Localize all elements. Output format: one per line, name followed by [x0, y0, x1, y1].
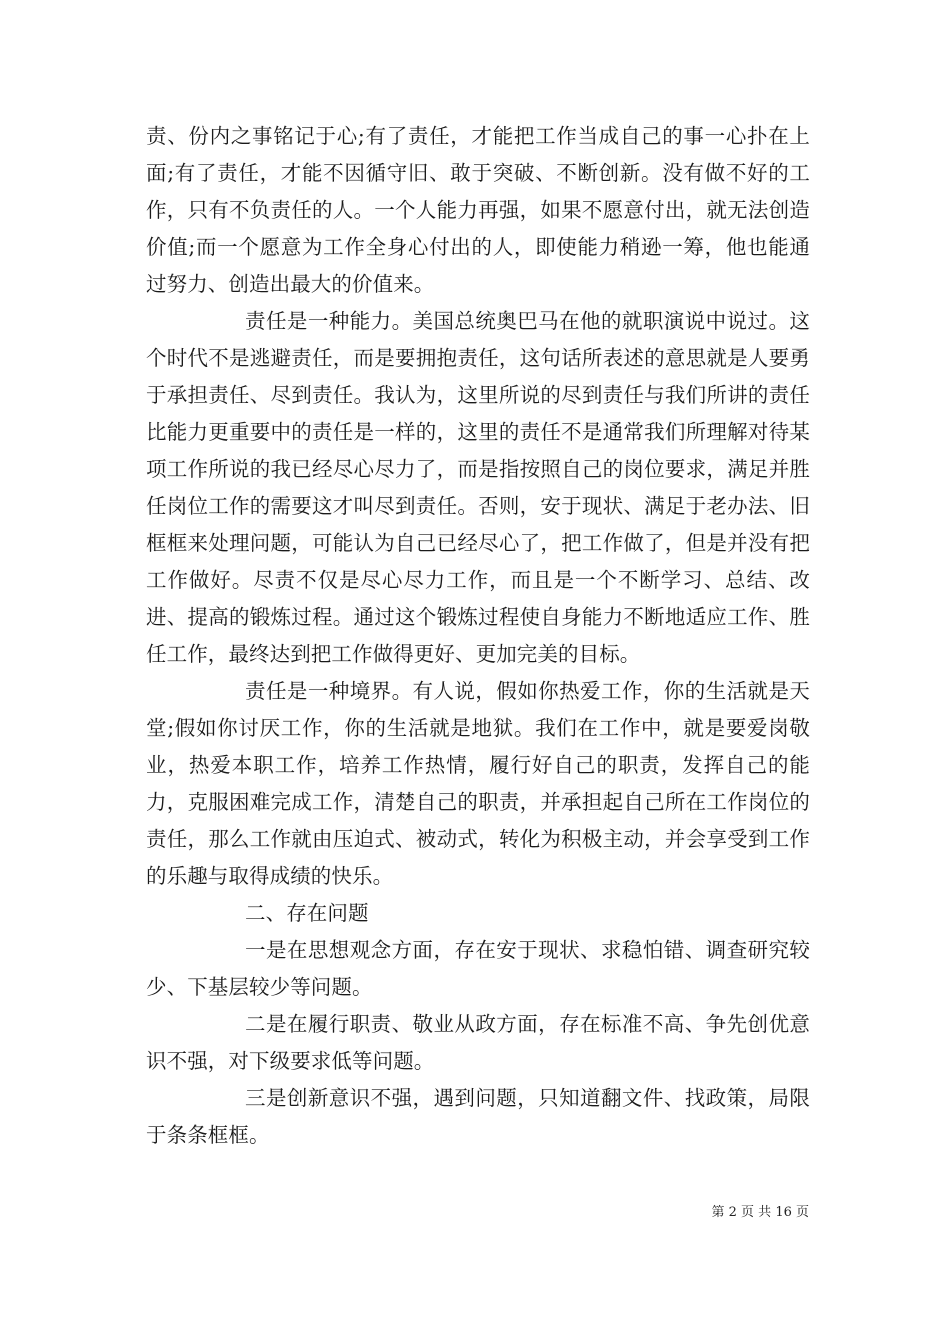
document-body	[146, 118, 810, 1154]
body-paragraph-responsibility-realm: 责任是一种境界。有人说，假如你热爱工作，你的生活就是天堂;假如你讨厌工作，你的生活就是地狱。我们在工作中，就是要爱岗敬业，热爱本职工作，培养工作热情，履行好自己的职责，发挥自己的能力，克服困难完成工作，清楚自己的职责，并承担起自己所在工作岗位的责任，那么工作就由压迫式、被动式，转化为积极主动，并会享受到工作的乐趣与取得成绩的快乐。	[146, 679, 810, 888]
body-paragraph-continued: 责、份内之事铭记于心;有了责任，才能把工作当成自己的事一心扑在上面;有了责任，才能不因循守旧、敢于突破、不断创新。没有做不好的工作，只有不负责任的人。一个人能力再强，如果不愿意付出，就无法创造价值;而一个愿意为工作全身心付出的人，即使能力稍逊一筹，他也能通过努力、创造出最大的价值来。	[146, 124, 810, 296]
problem-item-2: 二是在履行职责、敬业从政方面，存在标准不高、争先创优意识不强，对下级要求低等问题。	[146, 1012, 810, 1073]
body-paragraph-responsibility-ability: 责任是一种能力。美国总统奥巴马在他的就职演说中说过。这个时代不是逃避责任，而是要拥抱责任，这句话所表述的意思就是人要勇于承担责任、尽到责任。我认为，这里所说的尽到责任与我们所讲的责任比能力更重要中的责任是一样的，这里的责任不是通常我们所理解对待某项工作所说的我已经尽心尽力了，而是指按照自己的岗位要求，满足并胜任岗位工作的需要这才叫尽到责任。否则，安于现状、满足于老办法、旧框框来处理问题，可能认为自己已经尽心了，把工作做了，但是并没有把工作做好。尽责不仅是尽心尽力工作，而且是一个不断学习、总结、改进、提高的锻炼过程。通过这个锻炼过程使自身能力不断地适应工作、胜任工作，最终达到把工作做得更好、更加完美的目标。	[146, 309, 810, 666]
problem-item-3: 三是创新意识不强，遇到问题，只知道翻文件、找政策，局限于条条框框。	[146, 1086, 810, 1147]
problem-item-1: 一是在思想观念方面，存在安于现状、求稳怕错、调查研究较少、下基层较少等问题。	[146, 938, 810, 999]
section-heading-problems: 二、存在问题	[245, 901, 369, 925]
page-number-footer: 第 2 页 共 16 页	[711, 1205, 809, 1220]
